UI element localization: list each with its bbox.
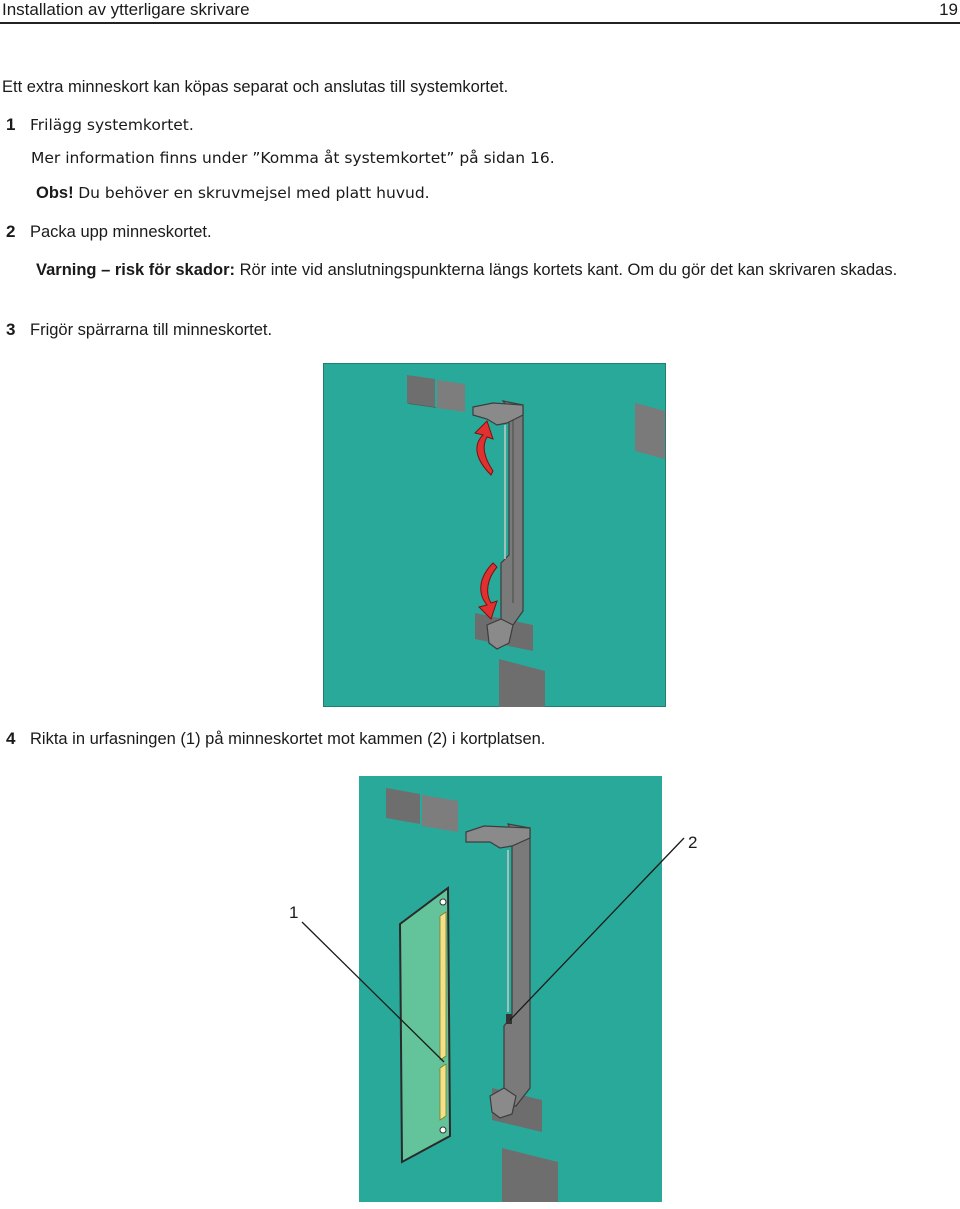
header-title: Installation av ytterligare skrivare [2, 0, 250, 19]
step-text: Rikta in urfasningen (1) på minneskortet mot kammen (2) i kortplatsen. [30, 730, 546, 748]
page-header [0, 0, 960, 24]
warning-box [36, 258, 946, 282]
chip [386, 788, 420, 824]
figure-align-card [280, 776, 710, 1204]
step-number: 2 [6, 222, 16, 241]
chip [422, 795, 458, 832]
step-3 [6, 320, 272, 340]
step-text: Frigör spärrarna till minneskortet. [30, 321, 273, 339]
figure-release-latches [323, 363, 666, 707]
step-1-note [36, 184, 430, 203]
chip [407, 375, 435, 407]
intro-text: Ett extra minneskort kan köpas separat och anslutas till systemkortet. [2, 78, 509, 96]
step-2 [6, 222, 212, 242]
callout-2: 2 [688, 833, 698, 852]
page-number: 19 [939, 0, 958, 19]
step-1 [6, 115, 194, 135]
chip [635, 403, 665, 459]
step-text: Frilägg systemkortet. [30, 116, 194, 134]
step-number: 1 [6, 115, 16, 134]
step-text: Packa upp minneskortet. [30, 223, 212, 241]
step-number: 3 [6, 320, 16, 339]
chip [437, 380, 465, 412]
callout-1: 1 [289, 903, 299, 922]
card-contacts [440, 912, 446, 1060]
note-label: Obs! [36, 184, 74, 202]
step-number: 4 [6, 729, 16, 748]
header-rule [0, 22, 960, 24]
warning-text: Rör inte vid anslutningspunkterna längs kortets kant. Om du gör det kan skrivaren skadas. [239, 261, 898, 279]
step-1-info: Mer information finns under ”Komma åt systemkortet” på sidan 16. [31, 149, 555, 167]
step-4 [6, 729, 545, 749]
note-text: Du behöver en skruvmejsel med platt huvud. [78, 184, 430, 202]
card-contacts [440, 1064, 446, 1120]
warning-label: Varning – risk för skador: [36, 261, 235, 279]
